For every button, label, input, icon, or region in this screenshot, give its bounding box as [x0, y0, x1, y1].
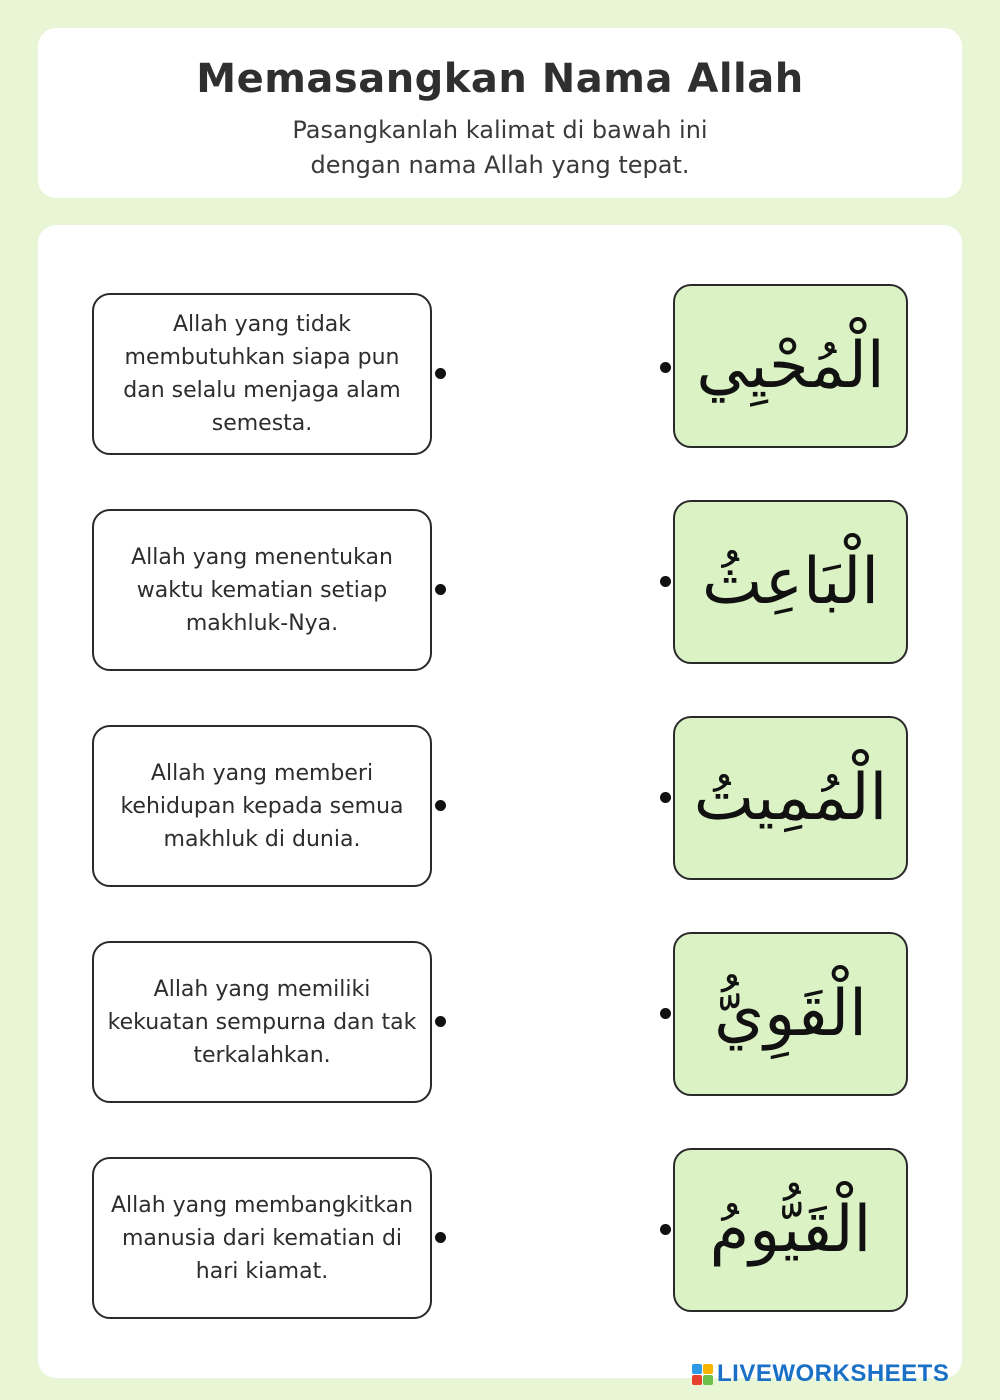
description-box-3[interactable] — [92, 725, 432, 887]
name-connector-dot-3[interactable] — [660, 792, 671, 803]
brand-name: LIVEWORKSHEETS — [717, 1360, 950, 1387]
description-connector-dot-4[interactable] — [435, 1016, 446, 1027]
description-connector-dot-5[interactable] — [435, 1232, 446, 1243]
arabic-name: الْبَاعِثُ — [701, 545, 880, 619]
arabic-name: الْقَوِيُّ — [714, 977, 867, 1051]
name-connector-dot-5[interactable] — [660, 1224, 671, 1235]
name-connector-dot-1[interactable] — [660, 362, 671, 373]
description-text: Allah yang memberi kehidupan kepada semua makhluk di dunia. — [120, 760, 404, 852]
description-connector-dot-3[interactable] — [435, 800, 446, 811]
logo-square — [703, 1364, 713, 1374]
description-connector-dot-1[interactable] — [435, 368, 446, 379]
logo-square — [692, 1364, 702, 1374]
name-box-2[interactable] — [673, 500, 908, 664]
name-box-1[interactable] — [673, 284, 908, 448]
arabic-name: الْمُحْيِي — [696, 329, 885, 403]
description-text: Allah yang membangkitkan manusia dari kematian di hari kiamat. — [110, 1192, 414, 1284]
description-box-2[interactable] — [92, 509, 432, 671]
description-connector-dot-2[interactable] — [435, 584, 446, 595]
name-box-3[interactable] — [673, 716, 908, 880]
logo-square — [703, 1375, 713, 1385]
name-connector-dot-4[interactable] — [660, 1008, 671, 1019]
page-subtitle: Pasangkanlah kalimat di bawah ini dengan nama Allah yang tepat. — [292, 116, 708, 179]
description-text: Allah yang menentukan waktu kematian setiap makhluk-Nya. — [131, 544, 393, 636]
name-box-5[interactable] — [673, 1148, 908, 1312]
name-box-4[interactable] — [673, 932, 908, 1096]
arabic-name: الْقَيُّومُ — [709, 1193, 872, 1267]
liveworksheets-logo-icon — [692, 1364, 713, 1385]
description-box-1[interactable] — [92, 293, 432, 455]
description-text: Allah yang tidak membutuhkan siapa pun dan selalu menjaga alam semesta. — [123, 312, 401, 436]
description-box-5[interactable] — [92, 1157, 432, 1319]
page-title: Memasangkan Nama Allah — [196, 56, 804, 102]
logo-square — [692, 1375, 702, 1385]
name-connector-dot-2[interactable] — [660, 576, 671, 587]
description-text: Allah yang memiliki kekuatan sempurna dan tak terkalahkan. — [107, 976, 417, 1068]
arabic-name: الْمُمِيتُ — [693, 761, 888, 835]
description-box-4[interactable] — [92, 941, 432, 1103]
liveworksheets-brand[interactable] — [692, 1360, 949, 1388]
